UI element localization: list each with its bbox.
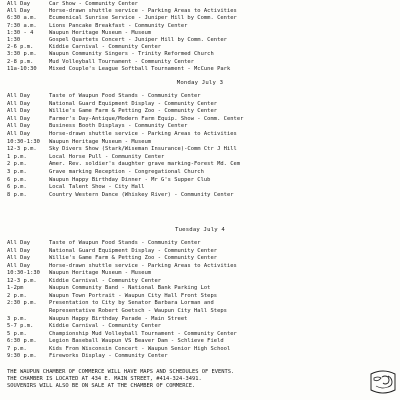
day-heading: Monday July 3 xyxy=(176,80,224,86)
event-description: Presentation to City by Senator Barbara Lorman and xyxy=(49,300,214,307)
event-description: Taste of Waupun Food Stands - Community Center xyxy=(49,240,201,246)
event-description: Waupun Heritage Museum - Museum xyxy=(49,138,152,145)
event-time: All Day xyxy=(7,262,31,269)
footer-line: THE CHAMBER IS LOCATED AT 434 E. MAIN STREET, #414-324-3491. xyxy=(7,376,202,382)
event-description: Local Horse Pull - Community Center xyxy=(49,153,165,160)
event-time: All Day xyxy=(7,240,31,246)
event-description: National Guard Equipment Display - Community Center xyxy=(49,100,218,107)
event-description: Legion Baseball Waupun VS Beaver Dam - Schlieve Field xyxy=(49,338,224,345)
event-description: Horse-drawn shuttle service - Parking Areas to Activities xyxy=(49,8,237,15)
event-time: 3:30 p.m. xyxy=(7,51,37,58)
event-description: Waupun Town Portrait - Waupun City Hall Front Steps xyxy=(49,292,218,299)
event-time: 9:30 p.m. xyxy=(7,353,37,360)
event-description: Mixed Couple's League Softball Tournament - McCune Park xyxy=(49,65,231,72)
event-description: Championship Mud Volleyball Tournament - Community Center xyxy=(49,330,237,337)
event-time: 12-3 p.m. xyxy=(7,146,37,153)
event-description: Lions Pancake Breakfast - Community Center xyxy=(49,22,188,29)
event-time: 6:30 a.m. xyxy=(7,15,37,22)
event-description: Waupun Community Singers - Trinity Reformed Church xyxy=(49,51,214,58)
event-time: All Day xyxy=(7,255,31,262)
event-time: 3 p.m. xyxy=(7,315,27,322)
event-description: Taste of Waupun Food Stands - Community Center xyxy=(49,93,201,99)
event-time: 10:30-1:30 xyxy=(7,138,40,145)
event-description: Ecumenical Sunrise Service - Juniper Hill by Comm. Center xyxy=(49,15,237,22)
event-time: All Day xyxy=(7,8,31,15)
event-description: Kids From Wisconsin Concert - Waupun Senior High School xyxy=(49,345,231,352)
event-time: 11a-10:30 xyxy=(7,65,37,72)
event-description: National Guard Equipment Display - Community Center xyxy=(49,247,218,254)
event-description: Local Talent Show - City Hall xyxy=(49,184,145,191)
event-description: Sky Divers Show (Stark/Wiseman Insurance)-Comm Ctr J Hill xyxy=(49,146,237,153)
event-time: 2-6 p.m. xyxy=(7,44,34,51)
event-time: All Day xyxy=(7,108,31,115)
anniversary-150-logo-icon xyxy=(368,366,398,398)
event-time: 1:30 - 4 xyxy=(7,29,34,36)
event-description: Country Western Dance (Whiskey River) - Community Center xyxy=(49,191,234,198)
event-time: All Day xyxy=(7,123,31,130)
event-time: 2-8 p.m. xyxy=(7,58,34,65)
event-description: Amer. Rev. soldier's daughter grave marking-Forest Md. Cem xyxy=(49,161,241,168)
event-time: 12-3 p.m. xyxy=(7,277,37,284)
event-time: All Day xyxy=(7,115,31,122)
event-time: All Day xyxy=(7,93,31,99)
event-description: Horse-drawn shuttle service - Parking Areas to Activities xyxy=(49,262,237,269)
event-description: Mud Volleyball Tournament - Community Center xyxy=(49,58,194,65)
event-time: 8 p.m. xyxy=(7,191,27,198)
event-time: 5 p.m. xyxy=(7,330,27,337)
event-time: 1 p.m. xyxy=(7,153,27,160)
event-description: Car Show - Community Center xyxy=(49,1,138,7)
event-description: Fireworks Display - Community Center xyxy=(49,353,168,360)
event-description: Willie's Game Farm & Petting Zoo - Community Center xyxy=(49,255,218,262)
event-time: 1-2pm xyxy=(7,285,24,292)
event-time: 2:30 p.m. xyxy=(7,300,37,307)
event-description: Kiddie Carnival - Community Center xyxy=(49,323,162,330)
event-description: Waupun Heritage Museum - Museum xyxy=(49,29,152,36)
footer-line: THE WAUPUN CHAMBER OF COMMERCE WILL HAVE MAPS AND SCHEDULES OF EVENTS. xyxy=(7,369,235,375)
event-description: Farmer's Day-Antique/Modern Farm Equip. Show - Comm. Center xyxy=(49,115,244,122)
event-time: 3 p.m. xyxy=(7,169,27,175)
event-time: All Day xyxy=(7,131,31,137)
chamber-footer xyxy=(7,369,234,390)
event-description: Representative Robert Goetsch - Waupun City Hall Steps xyxy=(49,307,227,314)
footer-line: SOUVENIRS WILL ALSO BE ON SALE AT THE CHAMBER OF COMMERCE. xyxy=(7,383,196,389)
event-description: Gospel Quartets Concert - Juniper Hill by Comm. Center xyxy=(49,37,227,43)
event-time: All Day xyxy=(7,1,31,7)
event-description: Kiddie Carnival - Community Center xyxy=(49,44,162,51)
event-description: Willie's Game Farm & Petting Zoo - Community Center xyxy=(49,108,218,115)
event-time: 2 p.m. xyxy=(7,161,27,168)
event-time: All Day xyxy=(7,100,31,107)
event-time: 2 p.m. xyxy=(7,292,27,299)
day-heading: Tuesday July 4 xyxy=(175,227,225,233)
event-time: 6:30 p.m. xyxy=(7,338,37,345)
event-time: 7:30 a.m. xyxy=(7,22,37,29)
event-description: Business Booth Displays - Community Center xyxy=(49,123,188,130)
event-time: All Day xyxy=(7,247,31,254)
event-time: 5-7 p.m. xyxy=(7,323,34,330)
event-time: 6 p.m. xyxy=(7,176,27,183)
event-time: 1:30 xyxy=(7,37,21,43)
event-description: Waupun Heritage Museum - Museum xyxy=(49,270,152,277)
event-time: 7 p.m. xyxy=(7,345,27,352)
event-description: Waupun Happy Birthday Parade - Main Street xyxy=(49,315,188,322)
event-description: Waupun Happy Birthday Dinner - Mr G's Supper Club xyxy=(49,176,211,183)
event-time: 6 p.m. xyxy=(7,184,27,191)
event-description: Waupun Community Band - National Bank Parking Lot xyxy=(49,285,211,292)
event-description: Horse-drawn shuttle service - Parking Areas to Activities xyxy=(49,131,237,137)
event-time: 10:30-1:30 xyxy=(7,270,40,277)
event-description: Kiddie Carnival - Community Center xyxy=(49,277,162,284)
event-description: Grave marking Reception - Congregational Church xyxy=(49,169,204,175)
